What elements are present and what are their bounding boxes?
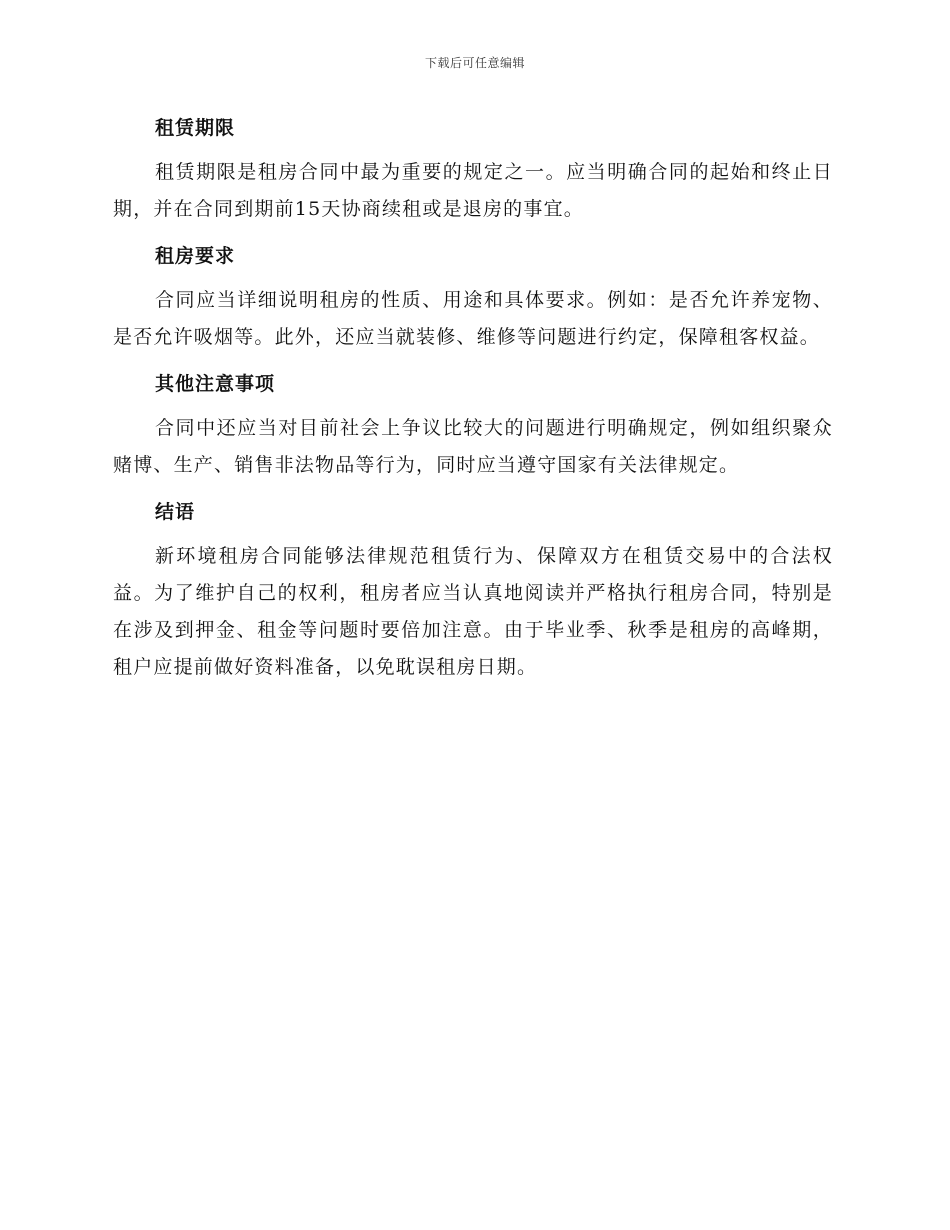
section-heading: 结语 bbox=[155, 501, 196, 523]
section-paragraph: 合同中还应当对目前社会上争议比较大的问题进行明确规定，例如组织聚众赌博、生产、销售非法物品等行为，同时应当遵守国家有关法律规定。 bbox=[113, 417, 833, 476]
section-other-notes bbox=[113, 366, 833, 484]
section-paragraph: 新环境租房合同能够法律规范租赁行为、保障双方在租赁交易中的合法权益。为了维护自己的权利，租房者应当认真地阅读并严格执行租房合同，特别是在涉及到押金、租金等问题时要倍加注意。由于毕业季、秋季是租房的高峰期，租户应提前做好资料准备，以免耽误租房日期。 bbox=[113, 545, 833, 678]
section-heading: 租赁期限 bbox=[155, 117, 236, 139]
page-header: 下载后可任意编辑 bbox=[424, 56, 525, 70]
section-lease-term bbox=[113, 110, 833, 228]
section-paragraph: 租赁期限是租房合同中最为重要的规定之一。应当明确合同的起始和终止日期，并在合同到期前15天协商续租或是退房的事宜。 bbox=[113, 161, 833, 220]
section-heading: 租房要求 bbox=[155, 245, 236, 267]
section-conclusion bbox=[113, 494, 833, 686]
section-heading: 其他注意事项 bbox=[155, 373, 276, 395]
section-paragraph: 合同应当详细说明租房的性质、用途和具体要求。例如：是否允许养宠物、是否允许吸烟等。此外，还应当就装修、维修等问题进行约定，保障租客权益。 bbox=[113, 289, 833, 348]
document-body bbox=[113, 110, 833, 696]
section-rental-requirements bbox=[113, 238, 833, 356]
